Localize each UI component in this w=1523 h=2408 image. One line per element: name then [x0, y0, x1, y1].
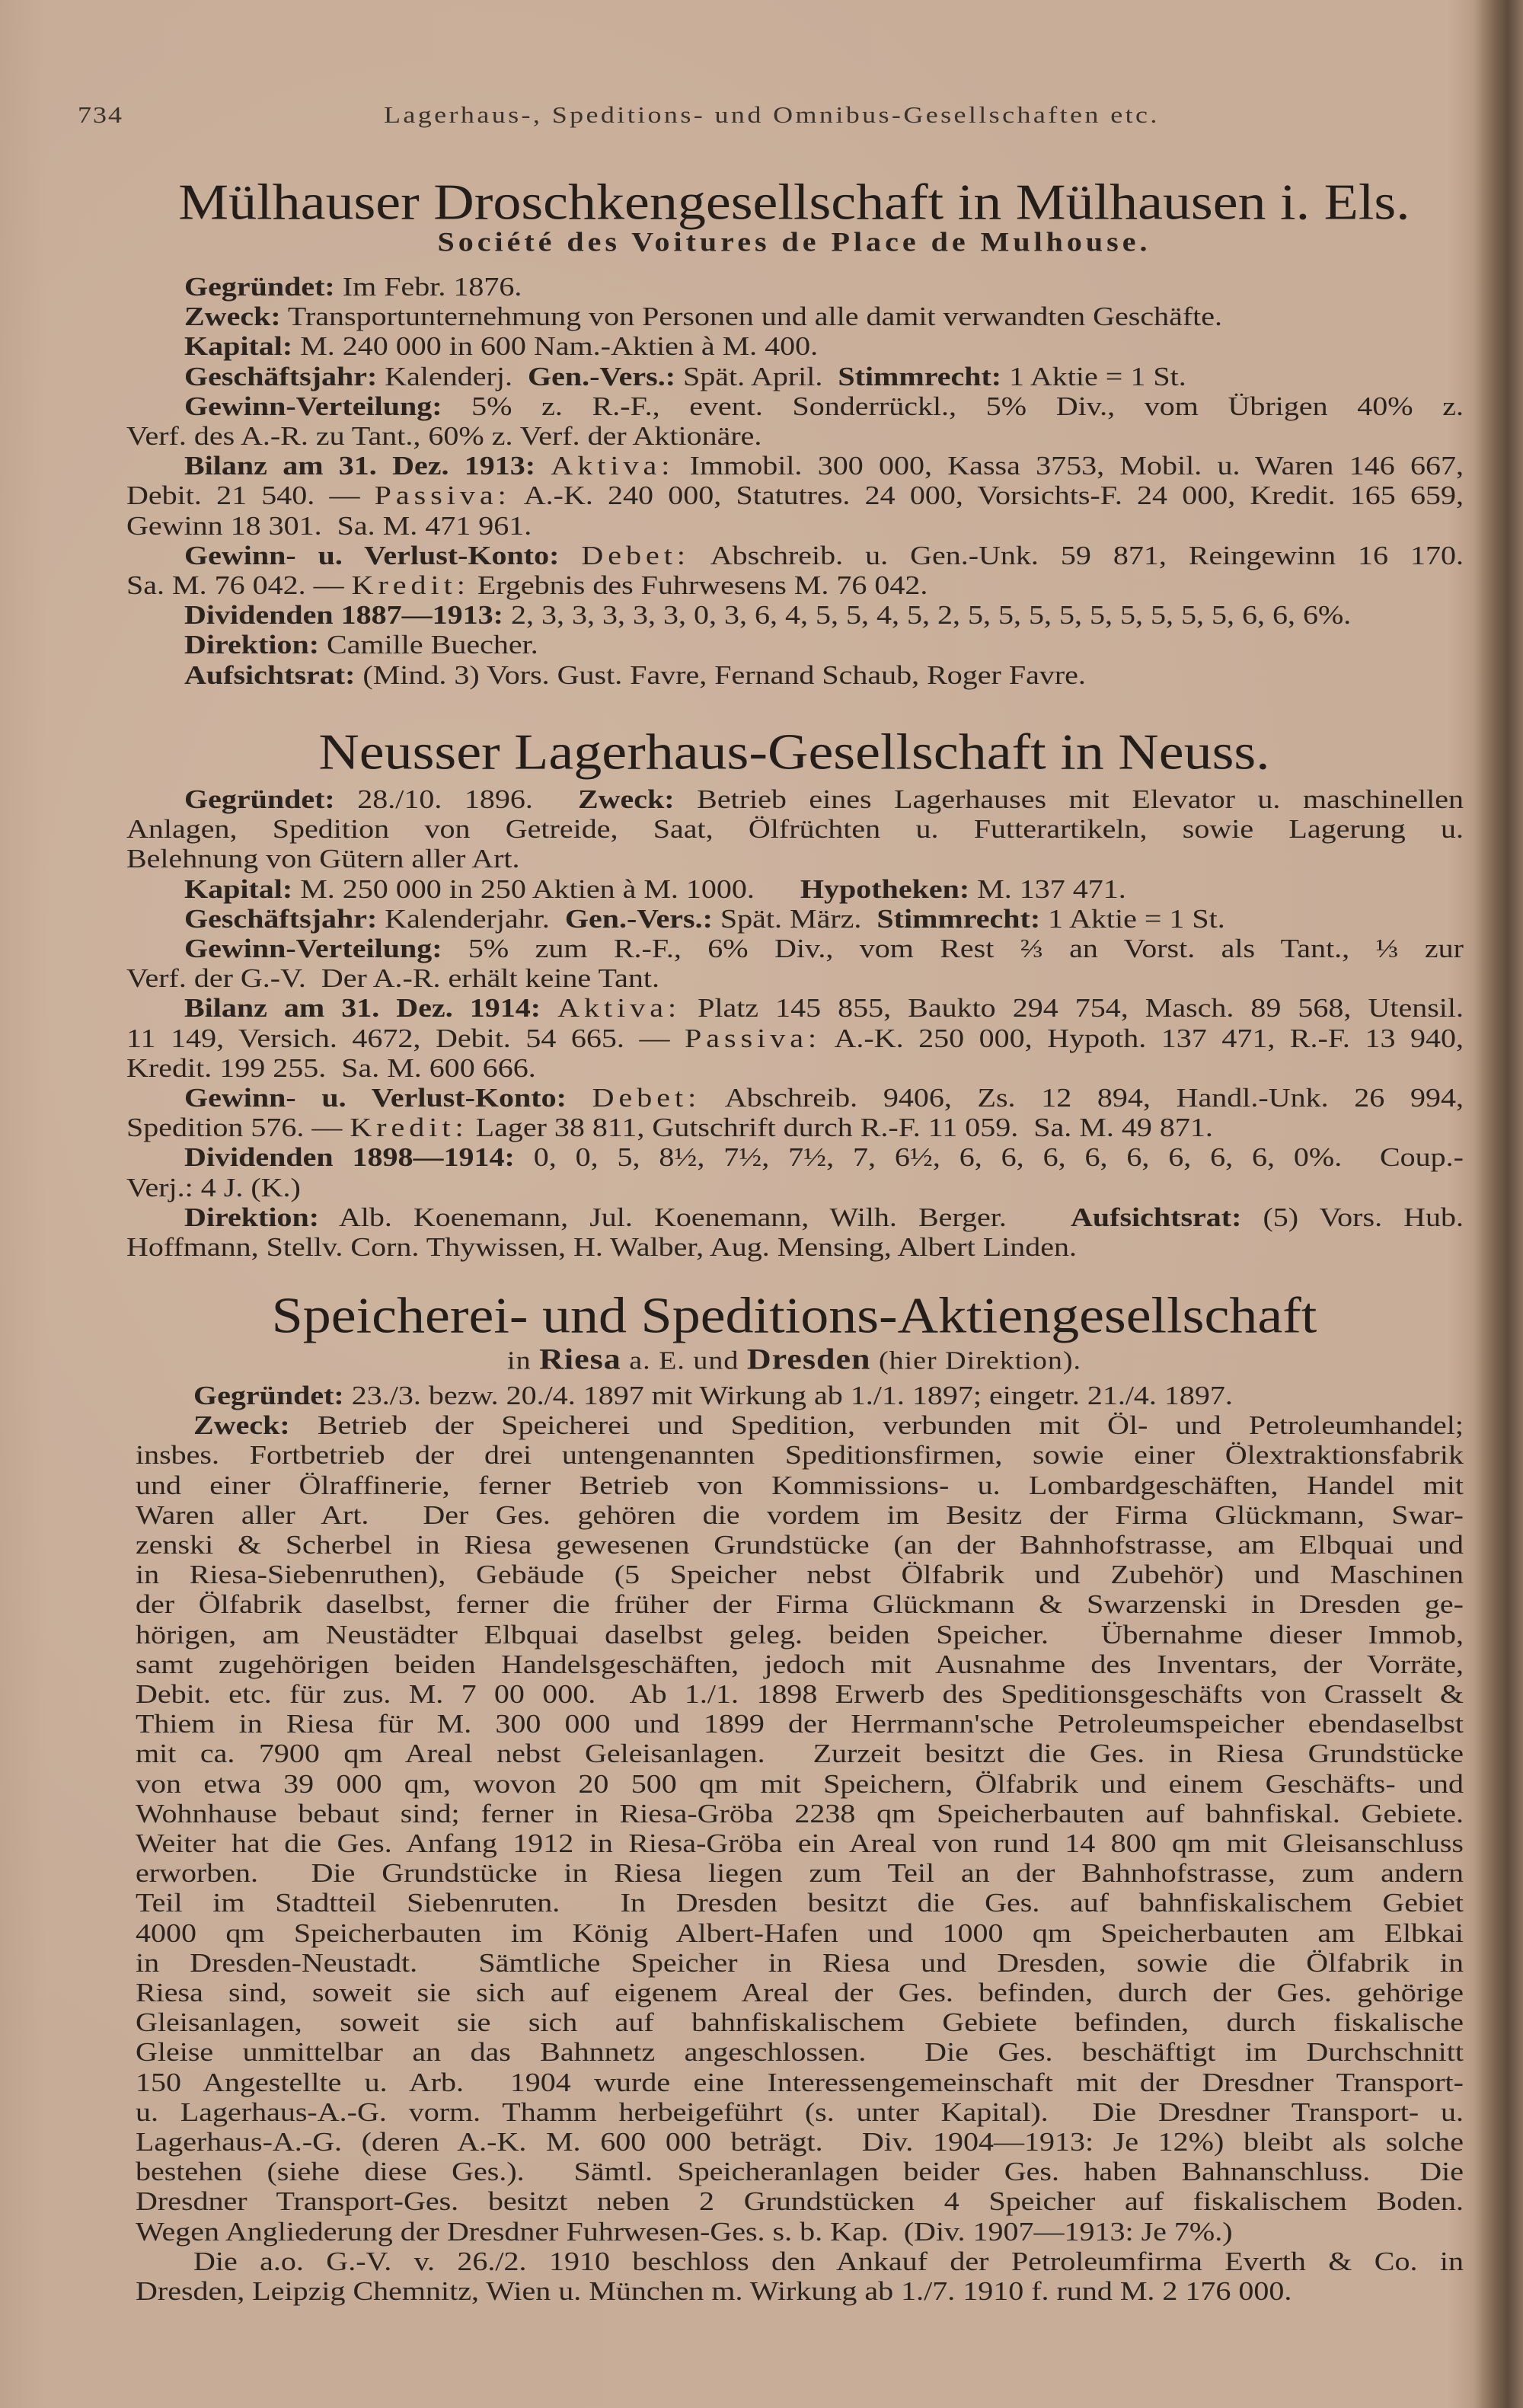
subtitle-city-dresden: Dresden [746, 1342, 871, 1376]
paragraph-line [136, 2069, 1464, 2095]
paragraph-line [136, 2159, 1464, 2185]
text-run: Ergebnis des Fuhrwesens M. 76 042. [469, 570, 928, 600]
field-label: Gegründet: [184, 784, 335, 814]
line-text [136, 1681, 1464, 1707]
field-label: Aufsichtsrat: [184, 659, 356, 690]
field-label: Zweck: [193, 1410, 290, 1441]
text-run: A.-K. 250 000, Hypoth. 137 471, R.-F. 13 940, [821, 1023, 1464, 1053]
text-run: Kalenderj. [377, 361, 528, 391]
paragraph-line [136, 2037, 1464, 2068]
line-text [136, 1619, 1464, 1650]
subtitle-city-riesa: Riesa [539, 1342, 621, 1376]
text-run: Gewinn 18 301. Sa. M. 471 961. [126, 510, 532, 541]
text-run: Dresdner Transport-Ges. besitzt neben 2 Grundstücken 4 Speicher auf fiskalischem Boden. [136, 2186, 1464, 2217]
text-run: Weiter hat die Ges. Anfang 1912 in Riesa-Gröba ein Areal von rund 14 800 qm mit Gleisanschluss [136, 1828, 1464, 1858]
field-label: Gewinn- u. Verlust-Konto: [184, 1083, 567, 1113]
paragraph-line [136, 1858, 1464, 1889]
subtitle-text: in [507, 1346, 540, 1375]
field-label: Kapital: [184, 331, 293, 362]
line-text [193, 2249, 1464, 2275]
text-run: Kredit. 199 255. Sa. M. 600 666. [126, 1053, 536, 1083]
paragraph-line [136, 1828, 1464, 1858]
paragraph-line [136, 1472, 1464, 1498]
paragraph-first-line [193, 1410, 1464, 1441]
text-run: Sa. M. 76 042. — [126, 570, 352, 600]
field-label: Gen.-Vers.: [527, 361, 676, 391]
text-run: Thiem in Riesa für M. 300 000 und 1899 der Herrmann'sche Petroleumspeicher ebendaselbst [136, 1709, 1464, 1739]
line-text [193, 1410, 1464, 1441]
text-run: in Riesa-Siebenruthen), Gebäude (5 Speicher nebst Ölfabrik und Zubehör) und Maschinen [136, 1560, 1464, 1590]
paragraph-line [136, 1741, 1464, 1767]
paragraph-first-line [193, 1383, 1233, 1409]
line-text [136, 1532, 1464, 1558]
field-label: Gen.-Vers.: [564, 904, 713, 934]
paragraph-line [136, 1711, 1464, 1737]
text-run: 23./3. bezw. 20./4. 1897 mit Wirkung ab 1./1. 1897; eingetr. 21./4. 1897. [343, 1381, 1233, 1410]
text-run: Lagerhaus-A.-G. (deren A.-K. M. 600 000 beträgt. Div. 1904—1913: Je 12%) bleibt als solche [136, 2127, 1464, 2157]
text-run: Transportunternehmung von Personen und alle damit verwandten Geschäfte. [280, 302, 1223, 332]
paragraph-line [136, 2216, 1233, 2247]
paragraph-line [136, 1652, 1464, 1678]
text-run: der Ölfabrik daselbst, ferner die früher der Firma Glückmann & Swarzenski in Dresden ge- [136, 1589, 1464, 1620]
section-title-neusser: Neusser Lagerhaus-Gesellschaft in Neuss. [318, 724, 1270, 781]
text-run: A.-K. 240 000, Statutres. 24 000, Vorsichts-F. 24 000, Kredit. 165 659, [510, 481, 1464, 511]
line-text [136, 1472, 1464, 1498]
paragraph-line [136, 1562, 1464, 1588]
line-text [136, 1562, 1464, 1588]
text-run: mit ca. 7900 qm Areal nebst Geleisanlagen. Zurzeit besitzt die Ges. in Riesa Grundstücke [136, 1739, 1464, 1769]
text-run: 28./10. 1896. [334, 784, 578, 814]
text-run: Riesa sind, soweit sie sich auf eigenem Areal der Ges. befinden, durch der Ges. gehörige [136, 1978, 1464, 2007]
field-label: Bilanz am 31. Dez. 1914: [184, 993, 541, 1024]
text-run: 150 Angestellte u. Arb. 1904 wurde eine Interessengemeinschaft mit der Dresdner Transport- [136, 2067, 1464, 2097]
field-label: Gegründet: [193, 1381, 344, 1410]
line-text [136, 1950, 1464, 1976]
spaced-label: Aktiva: [551, 451, 675, 481]
paragraph-line [136, 1890, 1464, 1916]
line-text [136, 1801, 1464, 1827]
text-run: Belehnung von Gütern aller Art. [126, 844, 520, 874]
line-text [136, 2129, 1464, 2155]
paragraph-line [136, 2276, 1292, 2306]
page-number: 734 [78, 102, 123, 128]
text-run: Spät. März. [712, 904, 877, 934]
section-title-speicherei: Speicherei- und Speditions-Aktiengesellschaft [271, 1288, 1317, 1344]
paragraph-line [136, 1768, 1464, 1799]
paragraph-line [136, 1500, 1464, 1530]
text-run: Spät. April. [675, 361, 838, 391]
text-run: Teil im Stadtteil Siebenruten. In Dresden besitzt die Ges. auf bahnfiskalischem Gebiet [136, 1888, 1464, 1918]
paragraph-line [136, 1681, 1464, 1707]
text-run: M. 137 471. [969, 873, 1126, 904]
line-text [136, 1652, 1464, 1678]
field-label: Direktion: [184, 1202, 320, 1232]
line-text [136, 2276, 1292, 2306]
text-run: Hoffmann, Stellv. Corn. Thywissen, H. Walber, Aug. Mensing, Albert Linden. [126, 1232, 1078, 1262]
text-run: Waren aller Art. Der Ges. gehören die vordem im Besitz der Firma Glückmann, Swar- [136, 1500, 1464, 1530]
paragraph-first-line [193, 2249, 1464, 2275]
field-label: Dividenden 1898—1914: [184, 1142, 515, 1173]
text-run: 2, 3, 3, 3, 3, 3, 0, 3, 6, 4, 5, 5, 4, 5, 2, 5, 5, 5, 5, 5, 5, 5, 5, 5, 6, 6, 6%. [503, 600, 1352, 631]
text-run: Alb. Koenemann, Jul. Koenemann, Wilh. Berger. [319, 1202, 1071, 1232]
field-label: Bilanz am 31. Dez. 1913: [184, 451, 536, 481]
text-run: Debit. 21 540. — [126, 481, 375, 511]
paragraph-line [136, 1619, 1464, 1650]
line-text [136, 2159, 1464, 2185]
field-label: Direktion: [184, 630, 320, 660]
text-run: M. 250 000 in 250 Aktien à M. 1000. [292, 873, 800, 904]
field-label: Gewinn-Verteilung: [184, 391, 442, 421]
text-run: 5% z. R.-F., event. Sonderrückl., 5% Div., vom Übrigen 40% z. [442, 391, 1464, 421]
line-text [193, 1383, 1233, 1409]
text-run: 5% zum R.-F., 6% Div., vom Rest ⅔ an Vorst. als Tant., ⅓ zur [442, 934, 1464, 963]
field-label: Kapital: [184, 873, 293, 904]
text-run: Betrieb der Speicherei und Spedition, verbunden mit Öl- und Petroleumhandel; [289, 1410, 1464, 1441]
line-text [136, 2037, 1464, 2068]
field-label: Dividenden 1887—1913: [184, 600, 503, 631]
text-run: Lager 38 811, Gutschrift durch R.-F. 11 059. Sa. M. 49 871. [468, 1113, 1213, 1143]
paragraph-line [136, 1532, 1464, 1558]
text-run: und einer Ölraffinerie, ferner Betrieb von Kommissions- u. Lombardgeschäften, Handel mit [136, 1470, 1464, 1500]
text-run: insbes. Fortbetrieb der drei untengenannten Speditionsfirmen, sowie einer Ölextraktionsfabrik [136, 1440, 1464, 1471]
text-run: 11 149, Versich. 4672, Debit. 54 665. — [126, 1023, 685, 1053]
line-text [136, 1440, 1464, 1471]
text-run: Betrieb eines Lagerhauses mit Elevator u. maschinellen [674, 784, 1464, 814]
text-run: Kalenderjahr. [377, 904, 565, 934]
text-run: von etwa 39 000 qm, wovon 20 500 qm mit Speichern, Ölfabrik und einem Geschäfts- und [136, 1768, 1464, 1799]
text-run: zenski & Scherbel in Riesa gewesenen Grundstücke (an der Bahnhofstrasse, am Elbquai und [136, 1530, 1464, 1560]
subtitle-text: Société des Voitures de Place de Mulhouse. [437, 226, 1151, 257]
paragraph-line [136, 2097, 1464, 2127]
paragraph-line [136, 2007, 1464, 2038]
spaced-label: Passiva: [685, 1023, 822, 1053]
text-run: Spedition 576. — [126, 1113, 350, 1143]
section-title-muelhauser: Mülhauser Droschkengesellschaft in Mülhausen i. Els. [178, 174, 1410, 231]
text-run: in Dresden-Neustadt. Sämtliche Speicher in Riesa und Dresden, sowie die Ölfabrik in [136, 1948, 1464, 1978]
paragraph-line [136, 2129, 1464, 2155]
text-run: samt zugehörigen beiden Handelsgeschäften, jedoch mit Ausnahme des Inventars, der Vorräte, [136, 1650, 1464, 1679]
text-run: Immobil. 300 000, Kassa 3753, Mobil. u. Waren 146 667, [674, 451, 1464, 481]
text-run: u. Lagerhaus-A.-G. vorm. Thamm herbeigeführt (s. unter Kapital). Die Dresdner Transport- u. [136, 2097, 1464, 2127]
text-run: Verj.: 4 J. (K.) [126, 1172, 301, 1202]
text-run: Debit. etc. für zus. M. 7 00 000. Ab 1./1. 1898 Erwerb des Speditionsgeschäfts von Crasselt & [136, 1679, 1464, 1709]
line-text [136, 2186, 1464, 2217]
line-text [136, 1768, 1464, 1799]
line-text [136, 1920, 1464, 1946]
text-run: Camille Buecher. [319, 630, 538, 660]
line-text [136, 1589, 1464, 1620]
paragraph-line [136, 1950, 1464, 1976]
paragraph-line [136, 1920, 1464, 1946]
line-text [136, 1500, 1464, 1530]
line-text [136, 1828, 1464, 1858]
text-run: 1 Aktie = 1 St. [1040, 904, 1225, 934]
text-run: Abschreib. 9406, Zs. 12 894, Handl.-Unk. 26 994, [701, 1083, 1464, 1113]
field-label: Zweck: [577, 784, 675, 814]
field-label: Gewinn-Verteilung: [184, 934, 442, 963]
field-label: Geschäftsjahr: [184, 361, 378, 391]
text-run: Dresden, Leipzig Chemnitz, Wien u. München m. Wirkung ab 1./7. 1910 f. rund M. 2 176 000. [136, 2276, 1292, 2306]
text-run: (Mind. 3) Vors. Gust. Favre, Fernand Schaub, Roger Favre. [355, 659, 1086, 690]
line-text [136, 1711, 1464, 1737]
text-run: (5) Vors. Hub. [1241, 1202, 1464, 1232]
text-run: 1 Aktie = 1 St. [1001, 361, 1186, 391]
line-text [136, 2069, 1464, 2095]
text-run: Verf. des A.-R. zu Tant., 60% z. Verf. der Aktionäre. [126, 421, 762, 451]
text-run: M. 240 000 in 600 Nam.-Aktien à M. 400. [292, 331, 819, 362]
field-label: Aufsichtsrat: [1071, 1202, 1242, 1232]
text-run: Anlagen, Spedition von Getreide, Saat, Ölfrüchten u. Futterartikeln, sowie Lagerung u. [126, 814, 1464, 845]
spaced-label: Debet: [581, 541, 691, 570]
paragraph-line [136, 1801, 1464, 1827]
text-run: Platz 145 855, Baukto 294 754, Masch. 89 568, Utensil. [681, 993, 1464, 1024]
running-title: Lagerhaus-, Speditions- und Omnibus-Gesellschaften etc. [384, 102, 1160, 128]
text-run: Wohnhause bebaut sind; ferner in Riesa-Gröba 2238 qm Speicherbauten auf bahnfiskal. Gebiete. [136, 1799, 1464, 1828]
text-run: Gleisanlagen, soweit sie sich auf bahnfiskalischem Gebiete befinden, durch fiskalische [136, 2007, 1464, 2038]
line-text [136, 1890, 1464, 1916]
paragraph-line [136, 2186, 1464, 2217]
spaced-label: Aktiva: [557, 993, 682, 1024]
text-run: erworben. Die Grundstücke in Riesa liegen zum Teil an der Bahnhofstrasse, zum andern [136, 1858, 1464, 1889]
field-label: Stimmrecht: [876, 904, 1041, 934]
text-run: 4000 qm Speicherbauten im König Albert-Hafen und 1000 qm Speicherbauten am Elbkai [136, 1918, 1464, 1948]
text-run: Verf. der G.-V. Der A.-R. erhält keine Tant. [126, 963, 659, 994]
line-text [136, 1980, 1464, 2006]
field-label: Gegründet: [184, 272, 335, 302]
field-label: Geschäftsjahr: [184, 904, 378, 934]
text-run: Gleise unmittelbar an das Bahnnetz angeschlossen. Die Ges. beschäftigt im Durchschnitt [136, 2037, 1464, 2068]
line-text [136, 1741, 1464, 1767]
spaced-label: Kredit: [351, 570, 470, 600]
field-label: Hypotheken: [800, 873, 970, 904]
text-run: Abschreib. u. Gen.-Unk. 59 871, Reingewinn 16 170. [690, 541, 1464, 570]
paragraph-line [136, 1589, 1464, 1620]
line-text [136, 2097, 1464, 2127]
spaced-label: Debet: [592, 1083, 701, 1113]
subtitle-text: (hier Direktion). [870, 1346, 1081, 1375]
field-label: Stimmrecht: [838, 361, 1002, 391]
spaced-label: Passiva: [374, 481, 511, 511]
spaced-label: Kredit: [350, 1113, 468, 1143]
line-text [136, 1858, 1464, 1889]
text-run: bestehen (siehe diese Ges.). Sämtl. Speicheranlagen beider Ges. haben Bahnanschluss. Die [136, 2157, 1464, 2187]
subtitle-text: a. E. und [621, 1346, 747, 1375]
line-text [136, 2216, 1233, 2247]
text-run: 0, 0, 5, 8½, 7½, 7½, 7, 6½, 6, 6, 6, 6, 6, 6, 6, 6, 0%. Coup.- [514, 1142, 1464, 1173]
paragraph-line [136, 1980, 1464, 2006]
field-label: Gewinn- u. Verlust-Konto: [184, 541, 560, 570]
line-text [136, 2007, 1464, 2038]
text-run: Die a.o. G.-V. v. 26./2. 1910 beschloss den Ankauf der Petroleumfirma Everth & Co. in [193, 2247, 1464, 2276]
field-label: Zweck: [184, 302, 281, 332]
text-run: Wegen Angliederung der Dresdner Fuhrwesen-Ges. s. b. Kap. (Div. 1907—1913: Je 7%.) [136, 2216, 1233, 2247]
text-run: hörigen, am Neustädter Elbquai daselbst geleg. beiden Speicher. Übernahme dieser Immob, [136, 1619, 1464, 1650]
paragraph-line [136, 1440, 1464, 1471]
text-run: Im Febr. 1876. [334, 272, 522, 302]
